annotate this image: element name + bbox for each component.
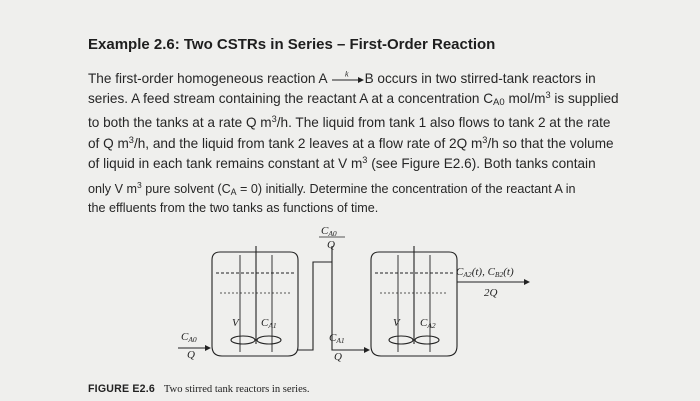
outlet-arrowhead-icon: [524, 279, 530, 285]
transfer-flow-label: Q: [334, 351, 342, 363]
tank-1-volume-label: V: [232, 317, 239, 329]
tank-2-concentration-label: CA2: [420, 317, 436, 330]
transfer-arrowhead-icon: [364, 347, 370, 353]
top-feed-concentration-label: CA0: [321, 225, 337, 238]
transfer-line: [298, 262, 332, 350]
p1-line-5: of liquid in each tank remains constant at V $m^3$ (see Figure E2.6). Both tanks contain: [88, 154, 596, 171]
tank-2-impeller-right: [415, 336, 439, 344]
rate-constant-label: k: [344, 71, 349, 79]
figure-caption-label: FIGURE E2.6: [88, 383, 155, 395]
tank-1-impeller-right: [257, 336, 281, 344]
left-feed-concentration-label: CA0: [181, 331, 197, 344]
feed-arrowhead-icon: [205, 345, 211, 351]
tank-2-volume-label: V: [393, 317, 400, 329]
top-feed-flow-label: Q: [327, 239, 335, 251]
transfer-concentration-label: CA1: [329, 332, 345, 345]
tank-1-concentration-label: CA1: [261, 317, 277, 330]
tank-1-impeller-left: [231, 336, 255, 344]
p2-line-2: the effluents from the two tanks as functions of time.: [88, 200, 379, 215]
outlet-concentration-label: CA2(t), CB2(t): [456, 266, 514, 279]
figure-caption: [88, 383, 310, 395]
example-title: Example 2.6: Two CSTRs in Series – First-Order Reaction: [88, 36, 496, 53]
left-feed-flow-label: Q: [187, 349, 195, 361]
p2-line-1: only V $m^3$ pure solvent $(C_A = 0)$ initially. Determine the concentration of the reactant A in: [88, 180, 576, 197]
tank-2-impeller-left: [389, 336, 413, 344]
outlet-flow-label: 2Q: [484, 287, 498, 299]
p1-line-3: to both the tanks at a rate Q $m^3/h$. The liquid from tank 1 also flows to tank 2 at the rate: [88, 114, 611, 131]
p1-line-4: of Q $m^3/h$, and the liquid from tank 2 leaves at a flow rate of 2Q $m^3/h$ so that the volume: [88, 134, 614, 151]
p1-line-2: series. A feed stream containing the reactant A at a concentration $C_{A0}$ mol/$m^3$ is supplied: [88, 90, 619, 109]
p1-line-1: The first-order homogeneous reaction A k B occurs in two stirred-tank reactors in: [88, 71, 596, 86]
figure-caption-text: Two stirred tank reactors in series.: [163, 384, 310, 395]
